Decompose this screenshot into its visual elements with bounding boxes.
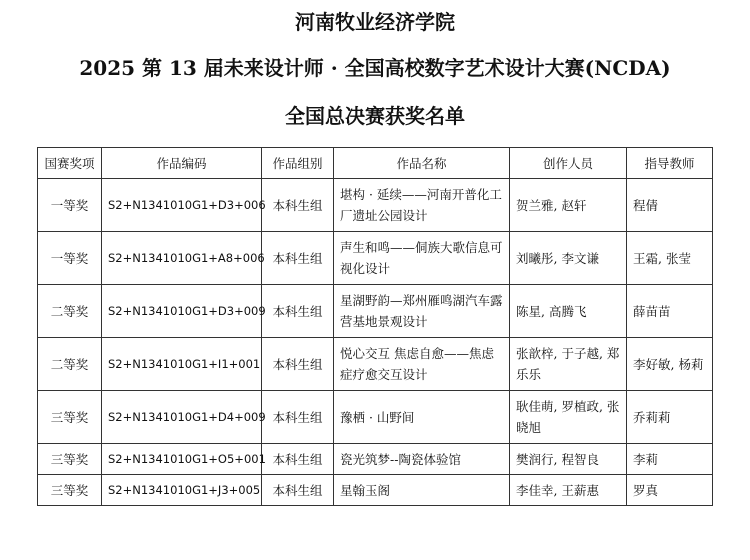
group-cell: 本科生组 <box>262 444 334 475</box>
column-header-name: 作品名称 <box>334 148 510 179</box>
work-name-cell: 声生和鸣——侗族大歌信息可视化设计 <box>334 232 510 285</box>
awards-table <box>37 147 713 506</box>
column-header-group: 作品组别 <box>262 148 334 179</box>
code-cell: S2+N1341010G1+O5+001 <box>102 444 262 475</box>
work-name-cell: 星湖野韵—郑州雁鸣湖汽车露营基地景观设计 <box>334 285 510 338</box>
code-cell: S2+N1341010G1+I1+001 <box>102 338 262 391</box>
award-cell: 一等奖 <box>38 232 102 285</box>
group-cell: 本科生组 <box>262 232 334 285</box>
table-row <box>38 285 713 338</box>
creators-cell: 贺兰雅, 赵轩 <box>510 179 627 232</box>
code-cell: S2+N1341010G1+A8+006 <box>102 232 262 285</box>
column-header-code: 作品编码 <box>102 148 262 179</box>
competition-title: 2025 第 13 届未来设计师 · 全国高校数字艺术设计大赛(NCDA) <box>79 56 671 80</box>
list-title: 全国总决赛获奖名单 <box>285 104 465 128</box>
award-cell: 二等奖 <box>38 285 102 338</box>
advisor-cell: 李好敏, 杨莉 <box>627 338 713 391</box>
document-title: 河南牧业经济学院 <box>295 10 455 34</box>
creators-cell: 陈星, 高腾飞 <box>510 285 627 338</box>
advisor-cell: 程倩 <box>627 179 713 232</box>
group-cell: 本科生组 <box>262 475 334 506</box>
work-name-cell: 豫栖 · 山野间 <box>334 391 510 444</box>
work-name-cell: 堪构 · 延续——河南开普化工厂遗址公园设计 <box>334 179 510 232</box>
group-cell: 本科生组 <box>262 338 334 391</box>
code-cell: S2+N1341010G1+D3+006 <box>102 179 262 232</box>
code-cell: S2+N1341010G1+D3+009 <box>102 285 262 338</box>
award-cell: 三等奖 <box>38 475 102 506</box>
column-header-creators: 创作人员 <box>510 148 627 179</box>
award-cell: 二等奖 <box>38 338 102 391</box>
code-cell: S2+N1341010G1+D4+009 <box>102 391 262 444</box>
work-name-cell: 悦心交互 焦虑自愈——焦虑症疗愈交互设计 <box>334 338 510 391</box>
advisor-cell: 李莉 <box>627 444 713 475</box>
group-cell: 本科生组 <box>262 179 334 232</box>
code-cell: S2+N1341010G1+J3+005 <box>102 475 262 506</box>
column-header-award: 国赛奖项 <box>38 148 102 179</box>
creators-cell: 樊润行, 程智良 <box>510 444 627 475</box>
table-header-row <box>38 148 713 179</box>
column-header-advisor: 指导教师 <box>627 148 713 179</box>
table-row <box>38 391 713 444</box>
award-cell: 一等奖 <box>38 179 102 232</box>
creators-cell: 刘曦彤, 李文谦 <box>510 232 627 285</box>
group-cell: 本科生组 <box>262 391 334 444</box>
table-row <box>38 232 713 285</box>
table-row <box>38 444 713 475</box>
work-name-cell: 星翰玉阁 <box>334 475 510 506</box>
table-row <box>38 338 713 391</box>
group-cell: 本科生组 <box>262 285 334 338</box>
award-cell: 三等奖 <box>38 444 102 475</box>
advisor-cell: 罗真 <box>627 475 713 506</box>
work-name-cell: 瓷光筑梦--陶瓷体验馆 <box>334 444 510 475</box>
creators-cell: 李佳幸, 王薪惠 <box>510 475 627 506</box>
creators-cell: 张歆梓, 于子越, 郑乐乐 <box>510 338 627 391</box>
advisor-cell: 乔莉莉 <box>627 391 713 444</box>
advisor-cell: 王霜, 张莹 <box>627 232 713 285</box>
creators-cell: 耿佳萌, 罗植政, 张晓旭 <box>510 391 627 444</box>
advisor-cell: 薛苗苗 <box>627 285 713 338</box>
table-row <box>38 475 713 506</box>
award-cell: 三等奖 <box>38 391 102 444</box>
table-row <box>38 179 713 232</box>
